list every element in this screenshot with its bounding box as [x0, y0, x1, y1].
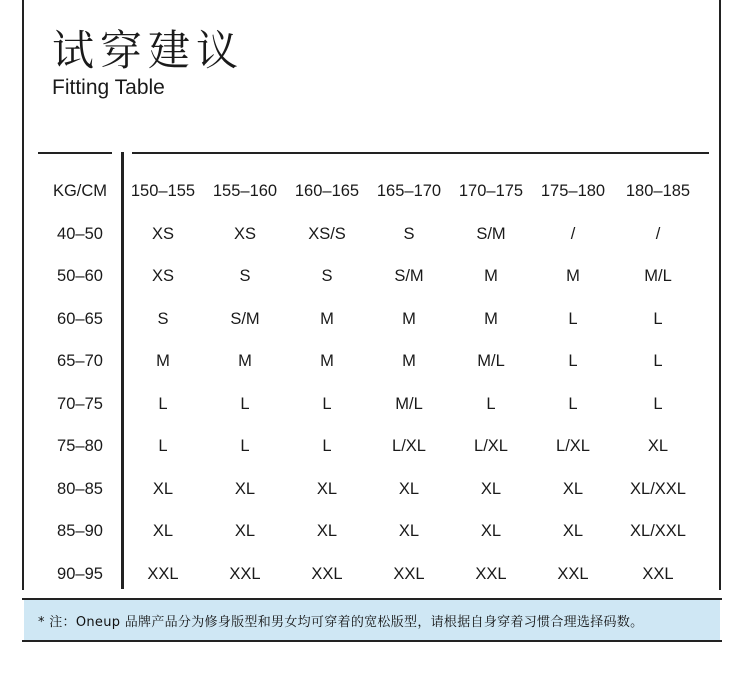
size-cell: S/M — [394, 266, 424, 285]
size-cell: XS — [233, 224, 257, 243]
size-cell: L — [486, 394, 496, 413]
size-cell: L/XL — [392, 436, 426, 455]
size-cell: XS/S — [308, 224, 346, 243]
size-cell: XL — [234, 521, 256, 540]
size-cell: M — [402, 309, 416, 328]
size-cell: L — [568, 351, 578, 370]
size-cell: M — [484, 266, 498, 285]
size-cell: XXL — [393, 564, 425, 583]
height-column-header: 165–170 — [376, 181, 442, 200]
height-column-header: 155–160 — [212, 181, 278, 200]
table-corner-header: KG/CM — [52, 181, 108, 200]
size-cell: L/XL — [556, 436, 590, 455]
size-cell: XL — [152, 479, 174, 498]
weight-row-header: 75–80 — [57, 436, 103, 455]
size-cell: XL — [480, 521, 502, 540]
note-rule-bottom — [22, 640, 722, 642]
size-cell: M — [320, 309, 334, 328]
size-cell: XL — [234, 479, 256, 498]
weight-row-header: 60–65 — [57, 309, 103, 328]
size-cell: XXL — [147, 564, 179, 583]
size-cell: L — [568, 309, 578, 328]
size-cell: XXL — [642, 564, 674, 583]
size-cell: XL — [316, 479, 338, 498]
weight-row-header: 90–95 — [57, 564, 103, 583]
size-cell: S/M — [476, 224, 506, 243]
size-cell: S — [321, 266, 333, 285]
size-cell: M — [402, 351, 416, 370]
page-title: 试穿建议 — [52, 26, 245, 75]
size-cell: M/L — [395, 394, 423, 413]
size-cell: S/M — [230, 309, 260, 328]
size-cell: L — [158, 394, 168, 413]
size-cell: M — [238, 351, 252, 370]
size-cell: S — [239, 266, 251, 285]
height-column-header: 150–155 — [130, 181, 196, 200]
size-cell: / — [655, 224, 661, 243]
size-cell: XL — [152, 521, 174, 540]
size-cell: L — [653, 309, 663, 328]
height-column-header: 170–175 — [458, 181, 524, 200]
size-cell: M/L — [644, 266, 672, 285]
size-cell: L — [158, 436, 168, 455]
size-cell: L/XL — [474, 436, 508, 455]
weight-row-header: 50–60 — [57, 266, 103, 285]
size-cell: XL — [316, 521, 338, 540]
size-cell: XL — [562, 521, 584, 540]
table-rule-top — [132, 152, 709, 154]
size-cell: M — [320, 351, 334, 370]
size-cell: L — [653, 394, 663, 413]
size-cell: XL — [398, 479, 420, 498]
table-divider-vertical — [121, 152, 124, 589]
size-cell: L — [653, 351, 663, 370]
size-cell: XXL — [229, 564, 261, 583]
size-cell: M — [484, 309, 498, 328]
weight-row-header: 85–90 — [57, 521, 103, 540]
note-text: * 注：Oneup 品牌产品分为修身版型和男女均可穿着的宽松版型，请根据自身穿着习惯合理选择码数。 — [38, 614, 644, 630]
size-cell: / — [570, 224, 576, 243]
size-cell: L — [568, 394, 578, 413]
note-banner — [24, 600, 720, 640]
size-cell: XL — [480, 479, 502, 498]
weight-row-header: 70–75 — [57, 394, 103, 413]
table-rule-left — [38, 152, 112, 154]
size-cell: XS — [151, 266, 175, 285]
size-cell: XL — [562, 479, 584, 498]
height-column-header: 180–185 — [625, 181, 691, 200]
size-cell: L — [240, 394, 250, 413]
size-cell: XL — [647, 436, 669, 455]
size-cell: XL/XXL — [630, 479, 686, 498]
size-cell: XXL — [557, 564, 589, 583]
frame-right-border — [719, 0, 721, 590]
size-cell: XL — [398, 521, 420, 540]
size-cell: XS — [151, 224, 175, 243]
size-cell: XXL — [475, 564, 507, 583]
size-cell: L — [240, 436, 250, 455]
weight-row-header: 40–50 — [57, 224, 103, 243]
page-subtitle: Fitting Table — [52, 76, 165, 99]
frame-left-border — [22, 0, 24, 590]
size-cell: M — [156, 351, 170, 370]
size-cell: XXL — [311, 564, 343, 583]
size-cell: S — [403, 224, 415, 243]
size-cell: M/L — [477, 351, 505, 370]
size-cell: S — [157, 309, 169, 328]
size-cell: M — [566, 266, 580, 285]
height-column-header: 160–165 — [294, 181, 360, 200]
size-cell: XL/XXL — [630, 521, 686, 540]
weight-row-header: 65–70 — [57, 351, 103, 370]
height-column-header: 175–180 — [540, 181, 606, 200]
weight-row-header: 80–85 — [57, 479, 103, 498]
size-cell: L — [322, 436, 332, 455]
size-cell: L — [322, 394, 332, 413]
